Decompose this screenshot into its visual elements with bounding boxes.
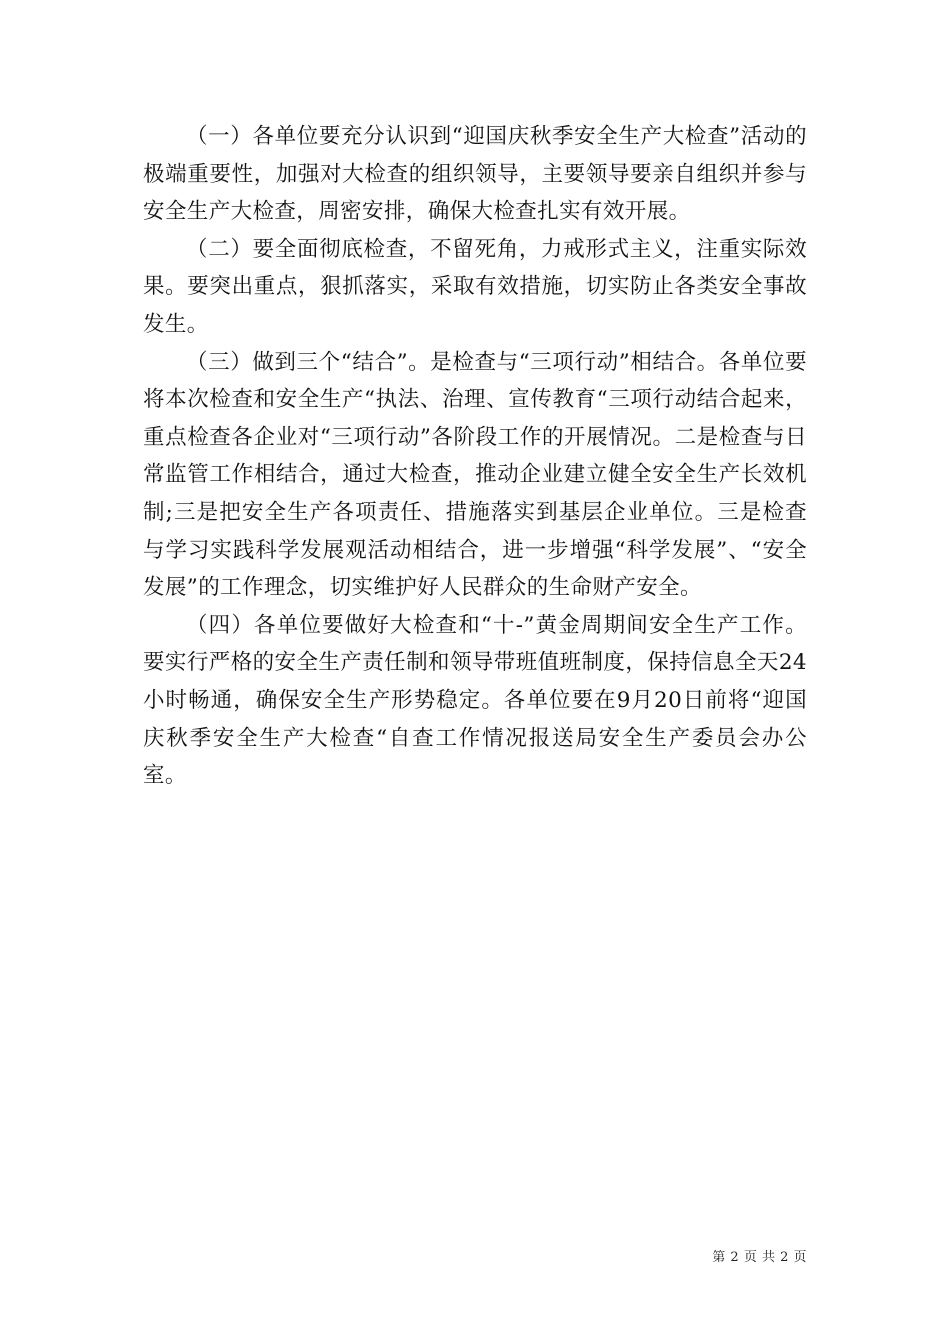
document-body: [143, 118, 807, 795]
paragraph-2: （二）要全面彻底检查，不留死角，力戒形式主义，注重实际效果。要突出重点，狠抓落实，采取有效措施，切实防止各类安全事故发生。: [143, 236, 807, 337]
paragraph-1: （一）各单位要充分认识到“迎国庆秋季安全生产大检查”活动的极端重要性，加强对大检查的组织领导，主要领导要亲自组织并参与安全生产大检查，周密安排，确保大检查扎实有效开展。: [143, 124, 807, 225]
page-number-footer: 第 2 页 共 2 页: [712, 1250, 807, 1265]
paragraph-4: （四）各单位要做好大检查和“十-”黄金周期间安全生产工作。要实行严格的安全生产责任制和领导带班值班制度，保持信息全天24小时畅通，确保安全生产形势稳定。各单位要在9月20日前将“迎国庆秋季安全生产大检查“自查工作情况报送局安全生产委员会办公室。: [143, 612, 807, 789]
paragraph-3: （三）做到三个“结合”。是检查与“三项行动”相结合。各单位要将本次检查和安全生产“执法、治理、宣传教育“三项行动结合起来，重点检查各企业对“三项行动”各阶段工作的开展情况。二是检查与日常监管工作相结合，通过大检查，推动企业建立健全安全生产长效机制;三是把安全生产各项责任、措施落实到基层企业单位。三是检查与学习实践科学发展观活动相结合，进一步增强“科学发展”、“安全发展”的工作理念，切实维护好人民群众的生命财产安全。: [143, 349, 807, 601]
